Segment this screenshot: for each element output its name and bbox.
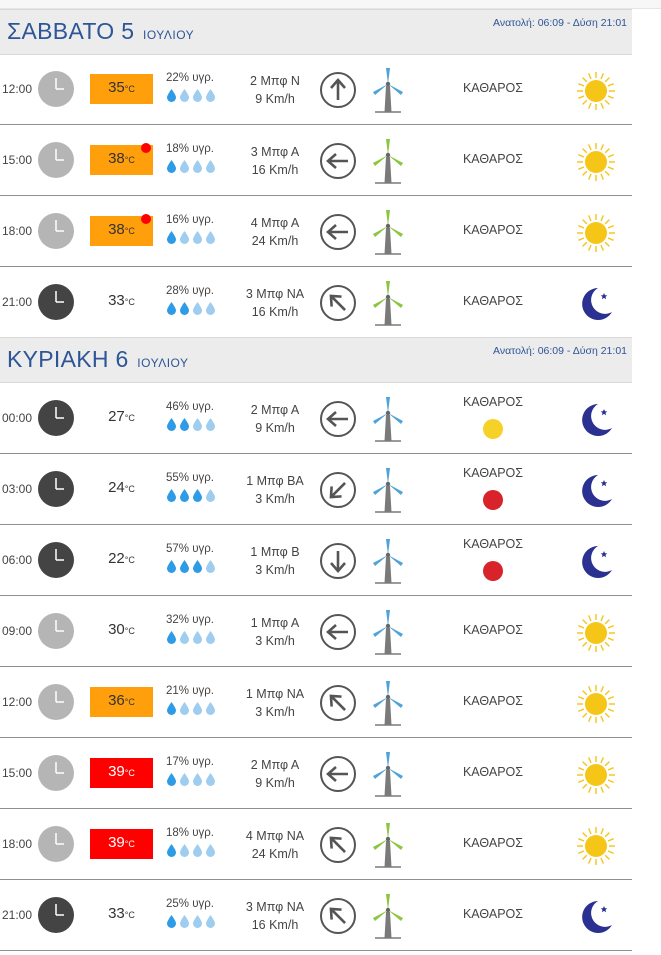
mosquito-warning-red-icon [483,490,503,510]
temperature-unit: °C [124,768,135,778]
forecast-time: 12:00 [2,82,33,96]
humidity-drop-icon [205,564,218,576]
wind-turbine-green-icon [369,821,407,869]
condition [438,395,548,439]
condition [438,907,548,921]
forecast-row [0,196,632,267]
temperature-unit: °C [124,626,135,636]
clock-night-icon [38,897,74,933]
humidity-drop-icon [192,706,205,718]
humidity-drop-icon [205,706,218,718]
humidity-drops [166,772,226,786]
temperature-box [90,474,153,504]
temperature-unit: °C [124,155,135,165]
humidity-drop-icon [166,164,179,176]
forecast-row [0,596,632,667]
humidity-label: 18% υγρ. [166,143,214,155]
day-name: ΚΥΡΙΑΚΗ 6 [7,346,129,372]
humidity-drop-icon [179,919,192,931]
condition-label: ΚΑΘΑΡΟΣ [462,223,524,237]
wind-force: 1 Μπφ ΝΑ [245,687,305,701]
wind-force: 4 Μπφ Α [250,216,300,230]
condition [438,836,548,850]
humidity-drop-icon [205,235,218,247]
wind-speed: 24 Km/h [251,847,299,861]
clock-night-icon [38,471,74,507]
humidity-drops [166,630,226,644]
arrow-left-icon [319,613,357,651]
temperature-box [90,829,153,859]
wind-force: 3 Μπφ Α [250,145,300,159]
condition-label: ΚΑΘΑΡΟΣ [462,81,524,95]
humidity-drop-icon [179,564,192,576]
humidity-drop-icon [166,848,179,860]
humidity-drop-icon [205,493,218,505]
moon-icon [574,895,618,939]
temperature-unit: °C [124,484,135,494]
clock-night-icon [38,542,74,578]
forecast-time: 06:00 [2,553,33,567]
humidity-drop-icon [205,306,218,318]
condition [438,537,548,581]
wind-info [236,472,314,508]
clock-day-icon [38,71,74,107]
condition [438,223,548,237]
wind-speed: 9 Km/h [255,92,295,106]
day-header [0,337,632,383]
wind-info [236,401,314,437]
humidity-drops [166,559,226,573]
wind-info [236,285,314,321]
forecast-time: 15:00 [2,153,33,167]
humidity-drop-icon [205,422,218,434]
humidity-label: 46% υγρ. [166,401,214,413]
temperature-value: 24 [108,479,125,496]
temperature-value: 30 [108,621,125,638]
humidity-drops [166,301,226,315]
humidity-drop-icon [205,848,218,860]
humidity-drop-icon [179,164,192,176]
humidity-drop-icon [179,422,192,434]
temperature-box [90,145,153,175]
condition-label: ΚΑΘΑΡΟΣ [462,294,524,308]
clock-day-icon [38,142,74,178]
sun-icon [574,753,618,797]
humidity-drops [166,488,226,502]
wind-turbine-blue-icon [369,537,407,585]
temperature-value: 33 [108,905,125,922]
temperature-box [90,687,153,717]
wind-speed: 16 Km/h [251,305,299,319]
humidity-drops [166,843,226,857]
humidity [166,898,226,928]
humidity [166,401,226,431]
condition [438,294,548,308]
forecast-time: 21:00 [2,295,33,309]
humidity [166,614,226,644]
forecast-time: 12:00 [2,695,33,709]
wind-force: 3 Μπφ ΝΑ [245,287,305,301]
temperature-unit: °C [124,910,135,920]
condition [438,765,548,779]
wind-turbine-blue-icon [369,750,407,798]
wind-force: 2 Μπφ Α [250,758,300,772]
forecast-row [0,667,632,738]
temperature-box [90,545,153,575]
wind-force: 2 Μπφ Ν [250,74,300,88]
wind-turbine-blue-icon [369,608,407,656]
forecast-row [0,809,632,880]
sun-icon [574,140,618,184]
humidity-drop-icon [166,635,179,647]
wind-speed: 3 Km/h [255,563,295,577]
humidity-drop-icon [179,493,192,505]
temperature-value: 36 [108,692,125,709]
humidity-drops [166,914,226,928]
humidity-drops [166,417,226,431]
humidity-label: 55% υγρ. [166,472,214,484]
humidity-drop-icon [179,706,192,718]
humidity-label: 16% υγρ. [166,214,214,226]
temperature-box [90,758,153,788]
humidity-drop-icon [192,777,205,789]
humidity [166,685,226,715]
humidity-drop-icon [192,635,205,647]
temperature-value: 39 [108,763,125,780]
humidity-drops [166,88,226,102]
forecast-row [0,383,632,454]
humidity-drop-icon [192,919,205,931]
moon-icon [574,540,618,584]
clock-day-icon [38,213,74,249]
humidity-drop-icon [205,777,218,789]
humidity-drop-icon [179,848,192,860]
humidity-drop-icon [192,306,205,318]
condition-label: ΚΑΘΑΡΟΣ [462,537,524,551]
wind-force: 1 Μπφ ΒΑ [246,474,304,488]
humidity-drop-icon [179,777,192,789]
humidity-drop-icon [166,235,179,247]
wind-speed: 9 Km/h [255,421,295,435]
clock-night-icon [38,400,74,436]
humidity-drop-icon [166,706,179,718]
temperature-value: 38 [108,150,125,167]
condition [438,694,548,708]
forecast-row [0,267,632,338]
humidity-drop-icon [179,635,192,647]
temperature-box [90,403,153,433]
wind-turbine-green-icon [369,208,407,256]
temperature-unit: °C [124,226,135,236]
humidity-drop-icon [205,93,218,105]
humidity-label: 28% υγρ. [166,285,214,297]
arrow-up-left-icon [319,684,357,722]
condition-label: ΚΑΘΑΡΟΣ [462,466,524,480]
humidity [166,214,226,244]
day-title [7,18,194,45]
day-name: ΣΑΒΒΑΤΟ 5 [7,18,135,44]
humidity-label: 21% υγρ. [166,685,214,697]
condition-label: ΚΑΘΑΡΟΣ [462,395,524,409]
temperature-value: 27 [108,408,125,425]
humidity-drop-icon [166,919,179,931]
wind-force: 1 Μπφ Β [250,545,300,559]
humidity-drop-icon [166,93,179,105]
condition-label: ΚΑΘΑΡΟΣ [462,152,524,166]
wind-info [236,898,314,934]
condition [438,623,548,637]
heat-alert-dot [141,143,151,153]
temperature-value: 22 [108,550,125,567]
wind-info [236,827,314,863]
wind-speed: 16 Km/h [251,163,299,177]
arrow-left-icon [319,142,357,180]
wind-force: 1 Μπφ Α [250,616,300,630]
mosquito-warning-yellow-icon [483,419,503,439]
arrow-up-left-icon [319,897,357,935]
humidity-label: 57% υγρ. [166,543,214,555]
wind-info [236,756,314,792]
humidity-drop-icon [166,493,179,505]
humidity-drops [166,701,226,715]
arrow-up-left-icon [319,826,357,864]
humidity-drop-icon [205,164,218,176]
arrow-left-icon [319,400,357,438]
temperature-box [90,616,153,646]
condition [438,81,548,95]
humidity-label: 18% υγρ. [166,827,214,839]
wind-turbine-green-icon [369,892,407,940]
temperature-unit: °C [124,297,135,307]
sun-times: Ανατολή: 06:09 - Δύση 21:01 [493,17,627,29]
forecast-time: 03:00 [2,482,33,496]
temperature-value: 39 [108,834,125,851]
humidity [166,72,226,102]
wind-speed: 3 Km/h [255,492,295,506]
sun-times: Ανατολή: 06:09 - Δύση 21:01 [493,345,627,357]
forecast-row [0,454,632,525]
moon-icon [574,398,618,442]
clock-day-icon [38,613,74,649]
condition-label: ΚΑΘΑΡΟΣ [462,765,524,779]
wind-turbine-blue-icon [369,395,407,443]
wind-info [236,143,314,179]
humidity-label: 17% υγρ. [166,756,214,768]
forecast-time: 09:00 [2,624,33,638]
wind-turbine-green-icon [369,279,407,327]
humidity-drop-icon [179,306,192,318]
clock-day-icon [38,684,74,720]
humidity [166,543,226,573]
heat-alert-dot [141,214,151,224]
sun-icon [574,611,618,655]
wind-info [236,685,314,721]
humidity [166,756,226,786]
arrow-down-left-icon [319,471,357,509]
humidity-drop-icon [179,93,192,105]
wind-force: 3 Μπφ ΝΑ [245,900,305,914]
forecast-time: 15:00 [2,766,33,780]
arrow-left-icon [319,755,357,793]
wind-info [236,543,314,579]
wind-turbine-green-icon [369,137,407,185]
sun-icon [574,682,618,726]
humidity-drop-icon [192,93,205,105]
forecast-row [0,525,632,596]
humidity-drop-icon [166,422,179,434]
humidity-drop-icon [166,306,179,318]
forecast-row [0,880,632,951]
humidity-drops [166,230,226,244]
wind-force: 2 Μπφ Α [250,403,300,417]
condition [438,466,548,510]
clock-night-icon [38,284,74,320]
top-strip [0,0,661,9]
humidity-drop-icon [192,164,205,176]
wind-speed: 3 Km/h [255,705,295,719]
condition-label: ΚΑΘΑΡΟΣ [462,836,524,850]
humidity-label: 32% υγρ. [166,614,214,626]
humidity-drop-icon [192,493,205,505]
clock-day-icon [38,826,74,862]
humidity-drop-icon [192,848,205,860]
wind-speed: 24 Km/h [251,234,299,248]
wind-turbine-blue-icon [369,679,407,727]
condition-label: ΚΑΘΑΡΟΣ [462,694,524,708]
forecast-row [0,738,632,809]
moon-icon [574,282,618,326]
wind-info [236,214,314,250]
wind-speed: 3 Km/h [255,634,295,648]
humidity-drops [166,159,226,173]
humidity [166,143,226,173]
mosquito-warning-red-icon [483,561,503,581]
humidity [166,285,226,315]
wind-speed: 16 Km/h [251,918,299,932]
temperature-unit: °C [124,555,135,565]
day-title [7,346,189,373]
sun-icon [574,824,618,868]
temperature-box [90,216,153,246]
day-header [0,9,632,55]
temperature-unit: °C [124,413,135,423]
forecast-time: 00:00 [2,411,33,425]
day-month: ΙΟΥΛΙΟΥ [137,356,189,370]
arrow-up-left-icon [319,284,357,322]
wind-speed: 9 Km/h [255,776,295,790]
arrow-down-icon [319,542,357,580]
forecast-time: 18:00 [2,837,33,851]
temperature-box [90,900,153,930]
temperature-unit: °C [124,84,135,94]
humidity [166,827,226,857]
temperature-value: 35 [108,79,125,96]
humidity-drop-icon [192,422,205,434]
sun-icon [574,211,618,255]
forecast-time: 18:00 [2,224,33,238]
forecast-row [0,125,632,196]
temperature-unit: °C [124,697,135,707]
humidity-drop-icon [166,564,179,576]
wind-force: 4 Μπφ ΝΑ [245,829,305,843]
humidity [166,472,226,502]
wind-turbine-blue-icon [369,466,407,514]
condition-label: ΚΑΘΑΡΟΣ [462,623,524,637]
humidity-drop-icon [179,235,192,247]
temperature-value: 38 [108,221,125,238]
humidity-drop-icon [205,919,218,931]
temperature-box [90,287,153,317]
forecast-time: 21:00 [2,908,33,922]
arrow-left-icon [319,213,357,251]
sun-icon [574,69,618,113]
wind-turbine-blue-icon [369,66,407,114]
humidity-drop-icon [192,564,205,576]
arrow-up-icon [319,71,357,109]
temperature-unit: °C [124,839,135,849]
humidity-label: 22% υγρ. [166,72,214,84]
humidity-drop-icon [192,235,205,247]
condition-label: ΚΑΘΑΡΟΣ [462,907,524,921]
day-month: ΙΟΥΛΙΟΥ [142,28,195,42]
temperature-box [90,74,153,104]
humidity-label: 25% υγρ. [166,898,214,910]
wind-info [236,614,314,650]
condition [438,152,548,166]
wind-info [236,72,314,108]
moon-icon [574,469,618,513]
humidity-drop-icon [166,777,179,789]
temperature-value: 33 [108,292,125,309]
forecast-row [0,54,632,125]
humidity-drop-icon [205,635,218,647]
clock-day-icon [38,755,74,791]
